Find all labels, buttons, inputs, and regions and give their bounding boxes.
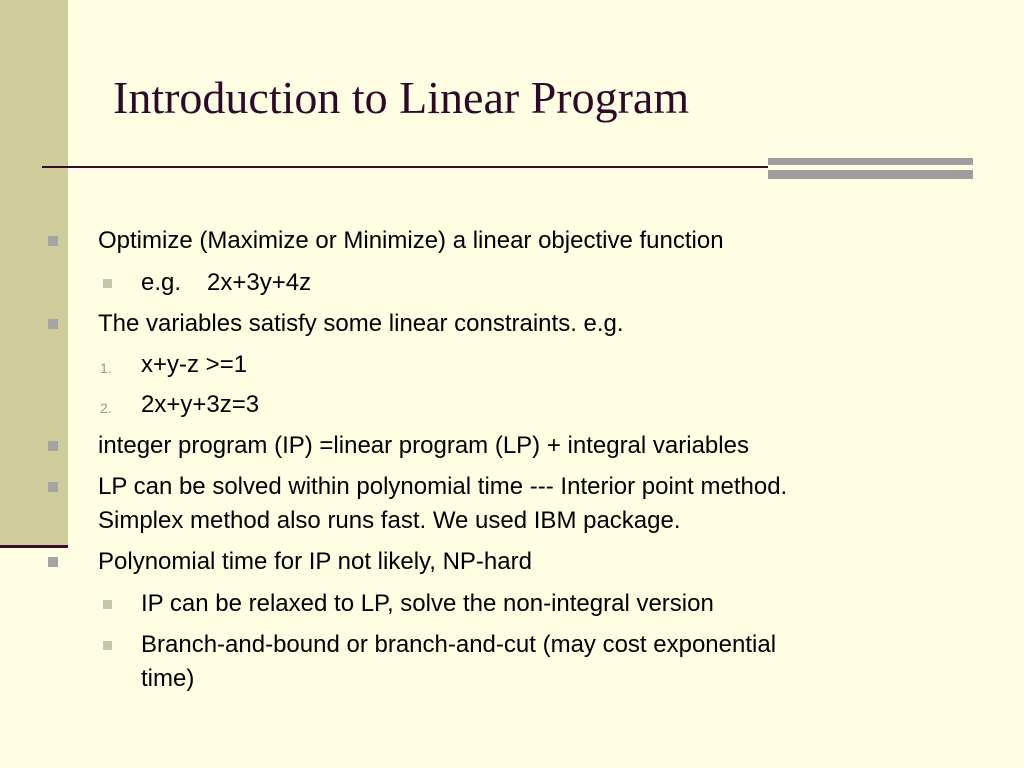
bullet-np-hard: Polynomial time for IP not likely, NP-hard bbox=[98, 548, 532, 575]
square-bullet-icon bbox=[48, 557, 58, 567]
numbered-marker: 2. bbox=[100, 400, 112, 416]
bullet-lp-solved-line1: LP can be solved within polynomial time --- Interior point method. bbox=[98, 473, 788, 500]
sub-bullet-example bbox=[141, 266, 311, 300]
bullet-integer-program: integer program (IP) =linear program (LP) + integral variables bbox=[98, 432, 749, 459]
square-sub-bullet-icon bbox=[103, 600, 112, 609]
square-bullet-icon bbox=[48, 236, 58, 246]
constraint-2: 2x+y+3z=3 bbox=[141, 391, 260, 418]
sub-bullet-branch-line1: Branch-and-bound or branch-and-cut (may cost exponential bbox=[141, 631, 777, 658]
square-bullet-icon bbox=[48, 441, 58, 451]
square-sub-bullet-icon bbox=[103, 279, 112, 288]
slide-title: Introduction to Linear Program bbox=[113, 72, 690, 123]
example-label: e.g. bbox=[141, 269, 182, 296]
sub-bullet-branch-line2: time) bbox=[141, 665, 195, 692]
square-bullet-icon bbox=[48, 319, 58, 329]
square-bullet-icon bbox=[48, 482, 58, 492]
example-expression: 2x+3y+4z bbox=[207, 269, 312, 296]
numbered-marker: 1. bbox=[100, 360, 112, 376]
bullet-constraints: The variables satisfy some linear constraints. e.g. bbox=[98, 310, 624, 337]
bullet-lp-solved-line2: Simplex method also runs fast. We used IBM package. bbox=[98, 507, 681, 534]
square-sub-bullet-icon bbox=[103, 641, 112, 650]
bullet-objective: Optimize (Maximize or Minimize) a linear objective function bbox=[98, 227, 724, 254]
constraint-1: x+y-z >=1 bbox=[141, 351, 248, 378]
sub-bullet-relaxation: IP can be relaxed to LP, solve the non-integral version bbox=[141, 590, 714, 617]
